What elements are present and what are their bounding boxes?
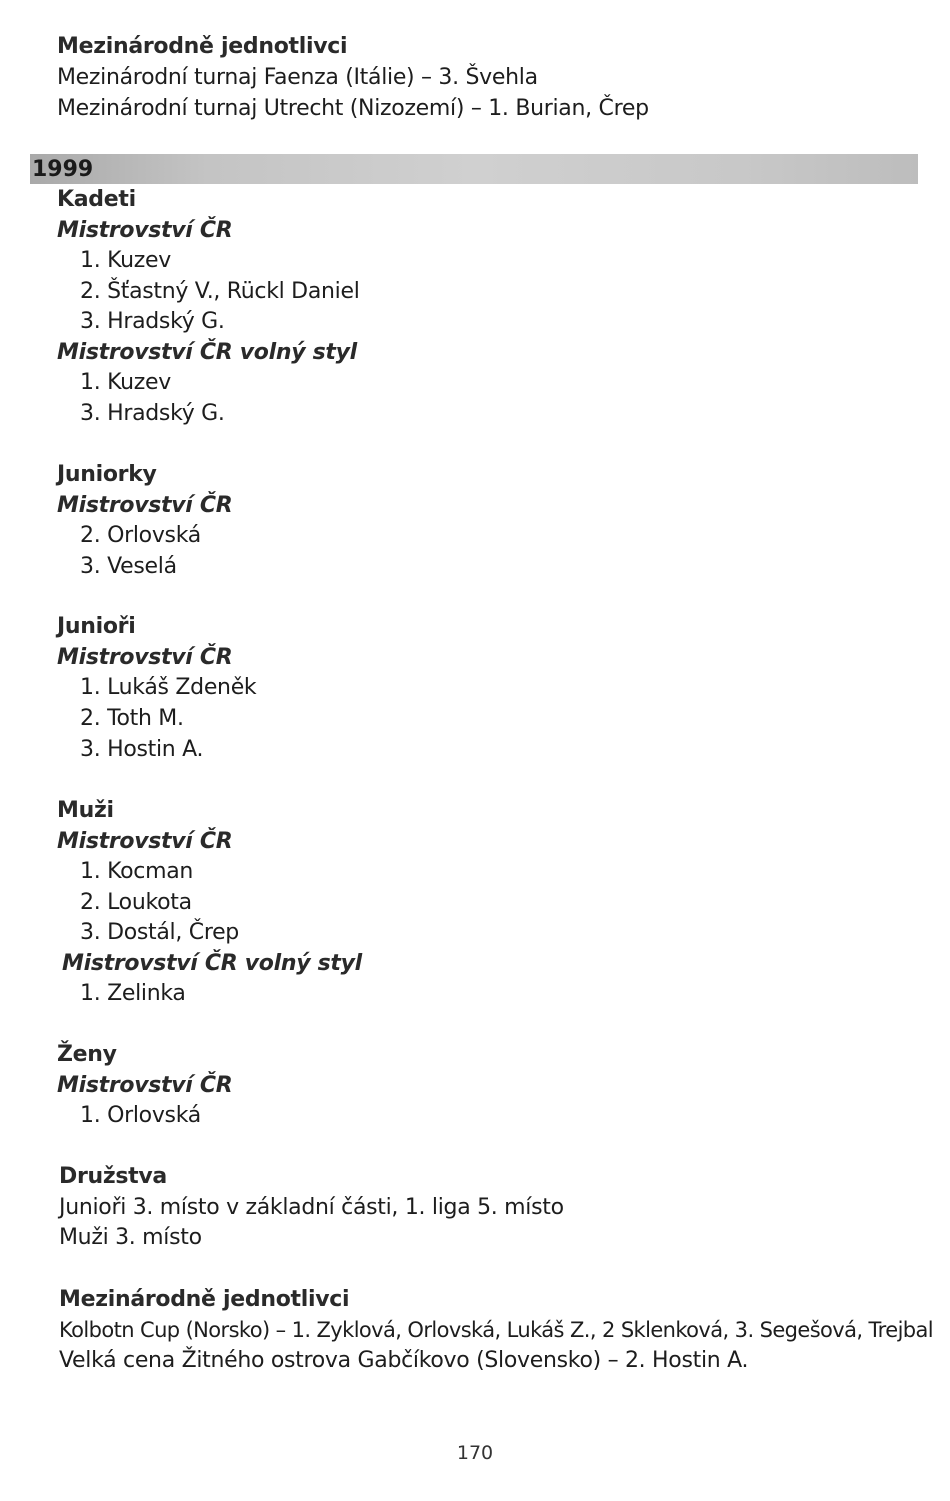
- intl-line: Velká cena Žitného ostrova Gabčíkovo (Slovensko) – 2. Hostin A.: [59, 1348, 749, 1373]
- competition-title: Mistrovství ČR volný styl: [57, 340, 357, 365]
- result-item: 1. Kuzev: [80, 370, 171, 395]
- competition-title: Mistrovství ČR: [57, 218, 233, 243]
- category-heading-zeny: Ženy: [57, 1042, 117, 1067]
- druzstva-line: Muži 3. místo: [59, 1225, 202, 1250]
- year-banner: [30, 154, 918, 184]
- page-number: 170: [456, 1442, 494, 1464]
- result-item: 1. Kuzev: [80, 248, 171, 273]
- result-item: 2. Toth M.: [80, 706, 184, 731]
- result-item: 3. Hostin A.: [80, 737, 204, 762]
- result-item: 3. Hradský G.: [80, 401, 225, 426]
- competition-title: Mistrovství ČR: [57, 645, 233, 670]
- year-label: 1999: [32, 157, 94, 182]
- intl-prev-line: Mezinárodní turnaj Faenza (Itálie) – 3. Švehla: [57, 65, 538, 90]
- category-heading-juniori: Junioři: [57, 614, 136, 639]
- result-item: 3. Veselá: [80, 554, 177, 579]
- intl-prev-line: Mezinárodní turnaj Utrecht (Nizozemí) – 1. Burian, Črep: [57, 96, 649, 121]
- section-heading-intl-prev: Mezinárodně jednotlivci: [57, 34, 348, 59]
- result-item: 1. Zelinka: [80, 981, 186, 1006]
- category-heading-juniorky: Juniorky: [57, 462, 157, 487]
- section-heading-intl: Mezinárodně jednotlivci: [59, 1287, 350, 1312]
- result-item: 1. Lukáš Zdeněk: [80, 675, 257, 700]
- section-heading-druzstva: Družstva: [59, 1164, 167, 1189]
- druzstva-line: Junioři 3. místo v základní části, 1. liga 5. místo: [59, 1195, 564, 1220]
- competition-title: Mistrovství ČR volný styl: [62, 951, 362, 976]
- result-item: 1. Kocman: [80, 859, 194, 884]
- competition-title: Mistrovství ČR: [57, 829, 233, 854]
- category-heading-muzi: Muži: [57, 798, 114, 823]
- competition-title: Mistrovství ČR: [57, 493, 233, 518]
- competition-title: Mistrovství ČR: [57, 1073, 233, 1098]
- result-item: 3. Hradský G.: [80, 309, 225, 334]
- result-item: 2. Šťastný V., Rückl Daniel: [80, 279, 360, 304]
- category-heading-kadeti: Kadeti: [57, 187, 136, 212]
- intl-line: Kolbotn Cup (Norsko) – 1. Zyklová, Orlovská, Lukáš Z., 2 Sklenková, 3. Segešová, Trejbal: [59, 1318, 934, 1342]
- result-item: 3. Dostál, Črep: [80, 920, 239, 945]
- result-item: 1. Orlovská: [80, 1103, 201, 1128]
- result-item: 2. Orlovská: [80, 523, 201, 548]
- result-item: 2. Loukota: [80, 890, 192, 915]
